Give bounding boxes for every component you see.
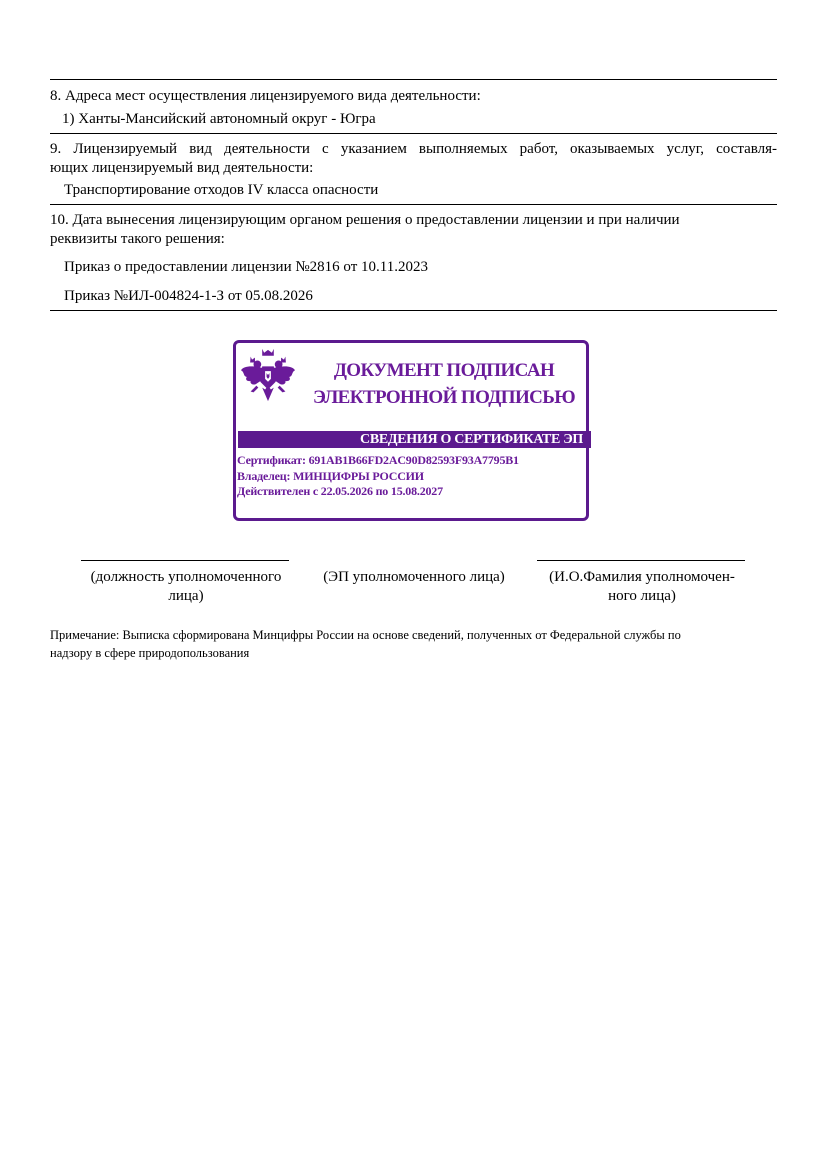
certificate-validity: Действителен с 22.05.2026 по 15.08.2027	[237, 484, 443, 498]
section-10-item-2: Приказ №ИЛ-004824-1-З от 05.08.2026	[64, 288, 313, 304]
certificate-owner: Владелец: МИНЦИФРЫ РОССИИ	[237, 469, 424, 483]
double-headed-eagle-icon	[239, 347, 297, 405]
section-9-item: Транспортирование отходов IV класса опасности	[64, 182, 379, 198]
section-8-heading: 8. Адреса мест осуществления лицензируемого вида деятельности:	[50, 88, 481, 104]
position-caption-line-2: лица)	[168, 588, 204, 604]
position-caption-line-1: (должность уполномоченного	[90, 569, 282, 585]
section-9-heading-line-1: 9. Лицензируемый вид деятельности с указанием выполняемых работ, оказываемых услуг, составля-	[50, 141, 777, 157]
stamp-title-line-2: ЭЛЕКТРОННОЙ ПОДПИСЬЮ	[312, 387, 576, 408]
section-10-heading-line-1: 10. Дата вынесения лицензирующим органом решения о предоставлении лицензии и при наличии	[50, 212, 680, 228]
position-signature-line	[81, 560, 289, 561]
section-10-item-1: Приказ о предоставлении лицензии №2816 от 10.11.2023	[64, 259, 428, 275]
name-caption-line-1: (И.О.Фамилия уполномочен-	[549, 569, 735, 585]
section-8-item: 1) Ханты-Мансийский автономный округ - Югра	[62, 111, 376, 127]
footnote-line-1: Примечание: Выписка сформирована Минцифры России на основе сведений, полученных от Федеральной службы по	[50, 628, 681, 642]
ep-caption: (ЭП уполномоченного лица)	[323, 569, 505, 585]
section-10-heading-line-2: реквизиты такого решения:	[50, 231, 225, 247]
footnote-line-2: надзору в сфере природопользования	[50, 646, 250, 660]
position-caption	[73, 568, 299, 606]
name-caption-line-2: ного лица)	[608, 588, 676, 604]
footnote	[50, 626, 777, 662]
name-signature-line	[537, 560, 745, 561]
divider	[50, 310, 777, 311]
electronic-signature-stamp	[233, 340, 589, 521]
section-9-heading-line-2: ющих лицензируемый вид деятельности:	[50, 160, 314, 176]
certificate-info-band: СВЕДЕНИЯ О СЕРТИФИКАТЕ ЭП	[238, 431, 591, 448]
divider	[50, 79, 777, 80]
divider	[50, 133, 777, 134]
stamp-title-line-1: ДОКУМЕНТ ПОДПИСАН	[333, 360, 555, 381]
divider	[50, 204, 777, 205]
name-caption	[529, 568, 755, 606]
certificate-number: Сертификат: 691AB1B66FD2AC90D82593F93A7795B1	[237, 453, 519, 467]
